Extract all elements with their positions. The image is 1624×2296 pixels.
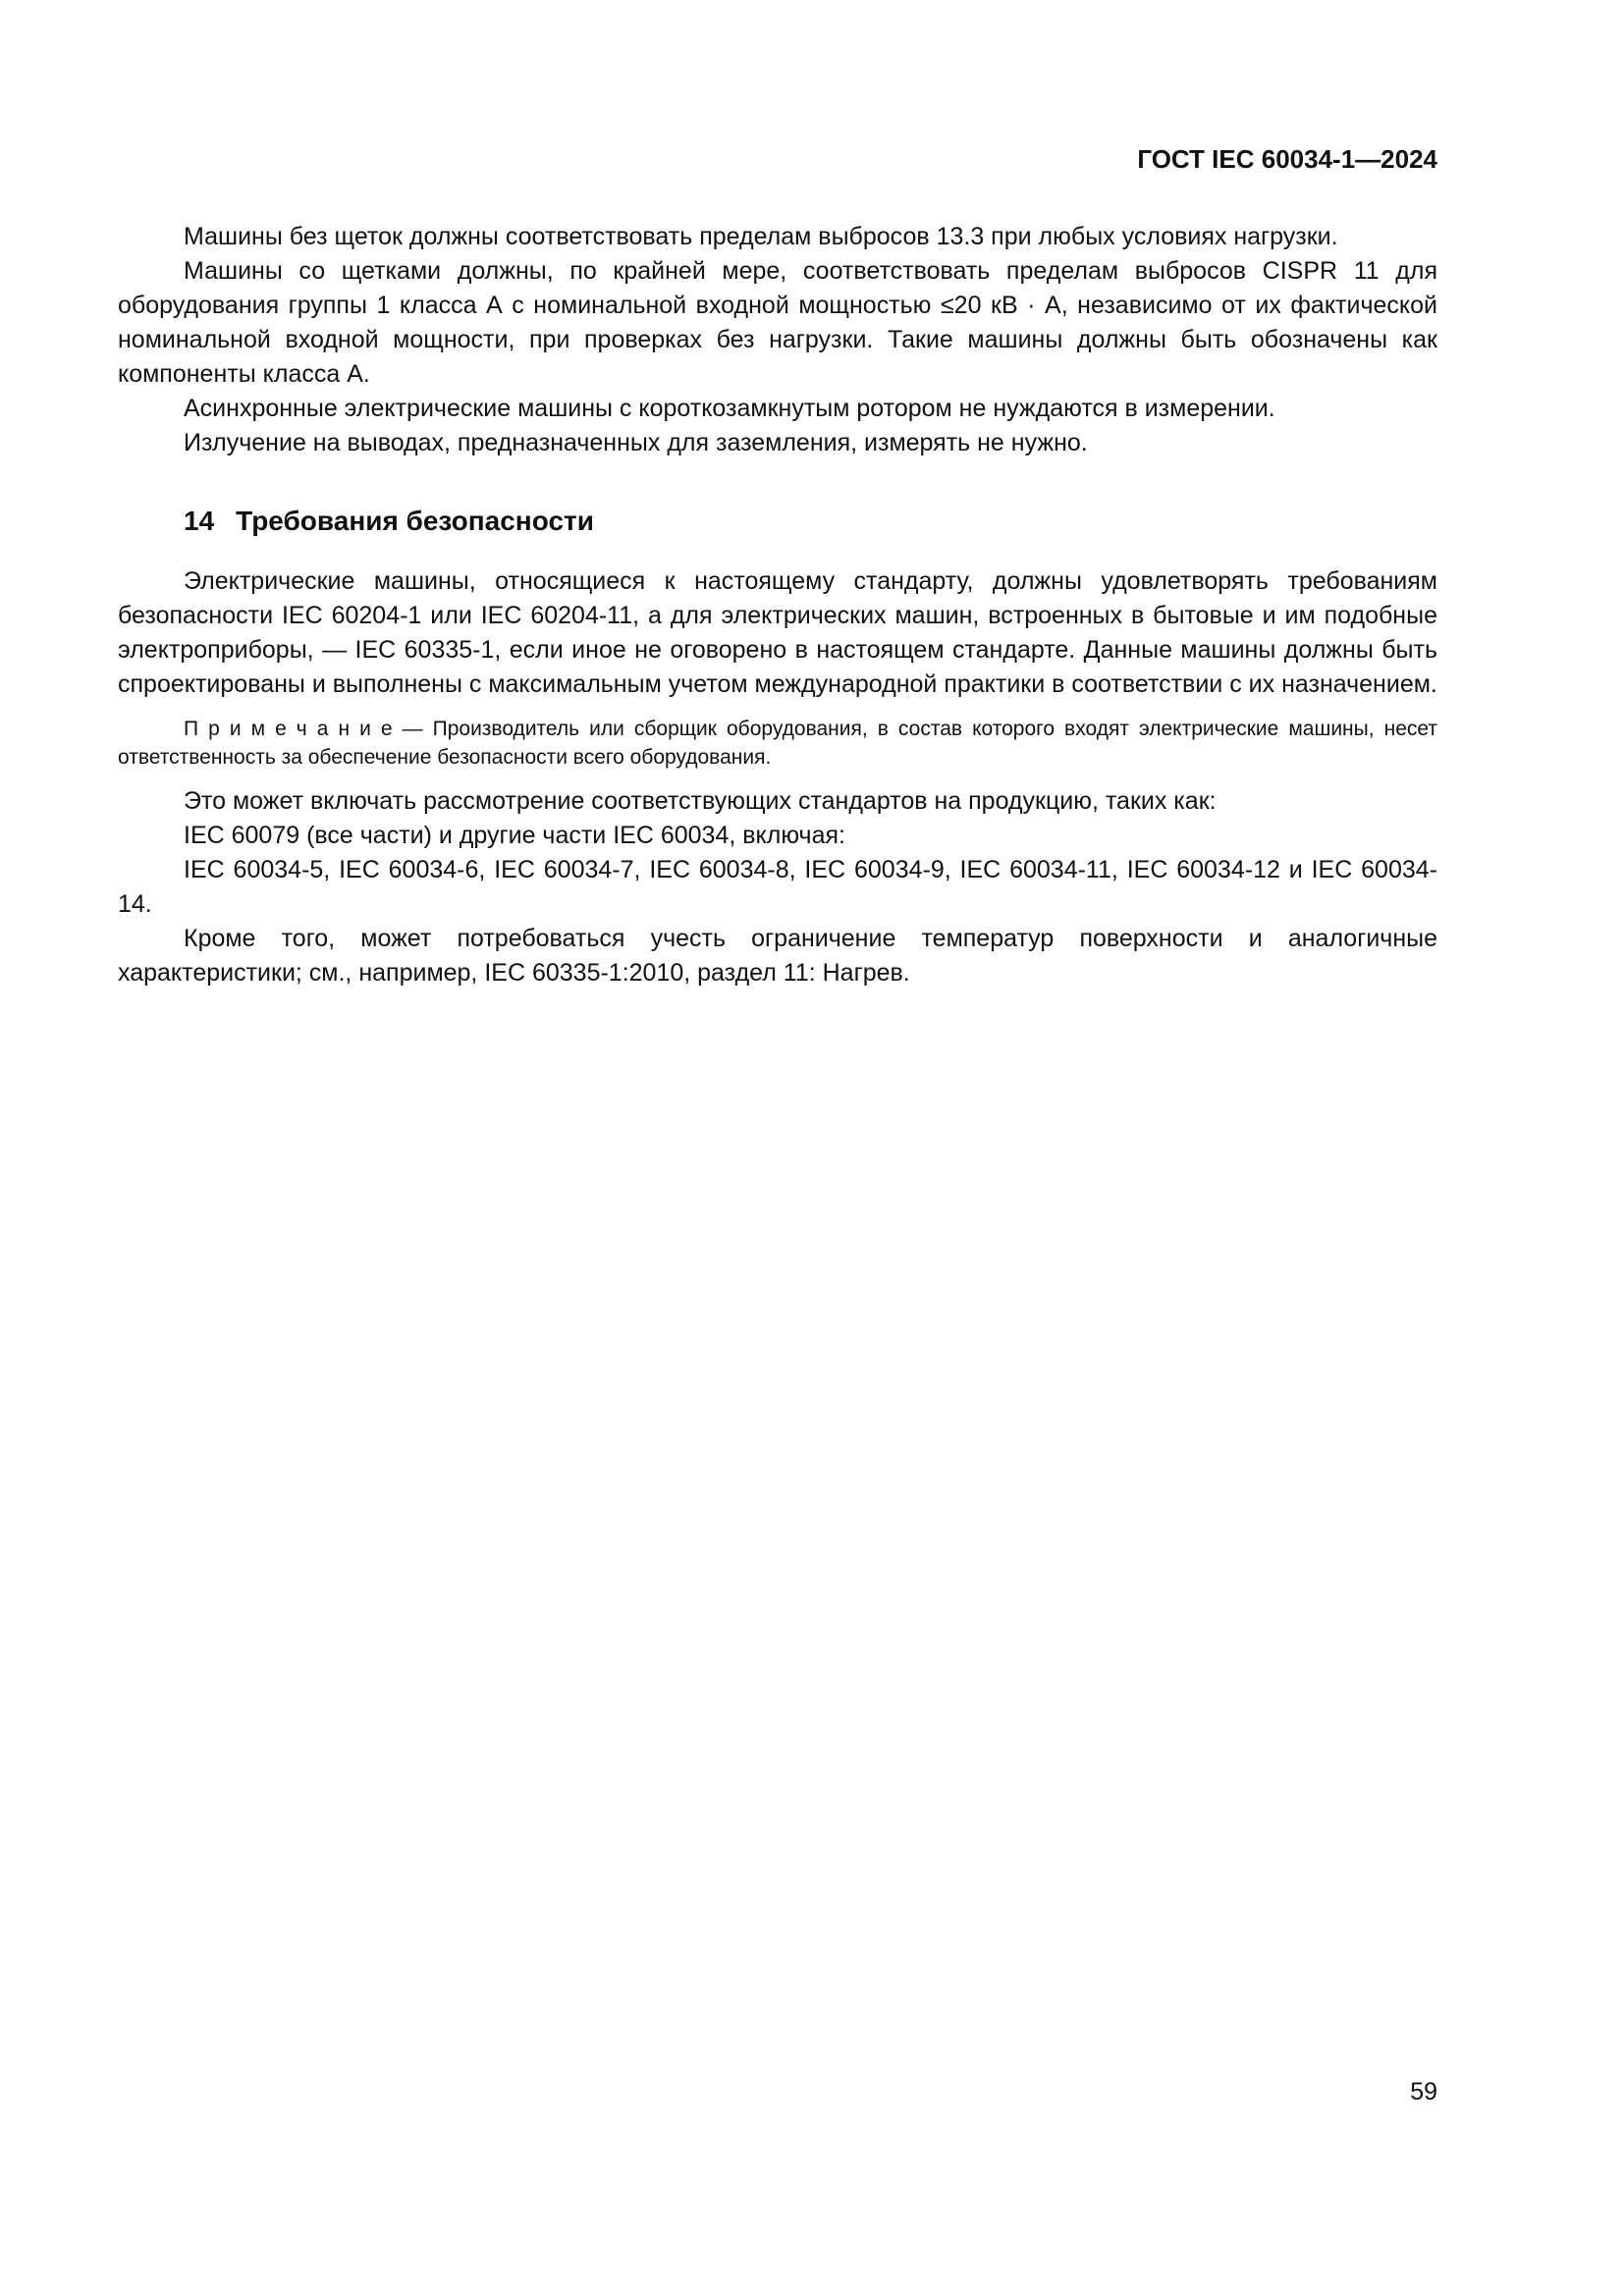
page-header bbox=[118, 143, 1437, 175]
section-title: Требования безопасности bbox=[236, 506, 594, 536]
document-code: ГОСТ IEC 60034-1—2024 bbox=[1137, 144, 1437, 174]
page-number: 59 bbox=[1410, 2078, 1437, 2106]
paragraph-safety-requirements: Электрические машины, относящиеся к настоящему стандарту, должны удовлетворять требованиям безопасности IEC 60204-1 или IEC 60204-11, а для электрических машин, встроенных в бытовые и им подобные электроприборы, — IEC 60335-1, если иное не оговорено в настоящем стандарте. Данные машины должны быть спроектированы и выполнены с максимальным учетом международной практики в соответствии с их назначением. bbox=[118, 567, 1437, 698]
paragraph-earthing-terminals: Излучение на выводах, предназначенных для заземления, измерять не нужно. bbox=[184, 429, 1088, 456]
note-paragraph: П р и м е ч а н и е — Производитель или сборщик оборудования, в состав которого входят электрические машины, несет ответственность за обеспечение безопасности всего оборудования. bbox=[118, 718, 1437, 769]
paragraph-brushed-machines: Машины со щетками должны, по крайней мере, соответствовать пределам выбросов CISPR 11 для оборудования группы 1 класса А с номинальной входной мощностью ≤20 кВ · А, независимо от их фактической номинальной входной мощности, при проверках без нагрузки. Такие машины должны быть обозначены как компоненты класса А. bbox=[118, 257, 1437, 388]
document-body bbox=[118, 220, 1437, 990]
section-heading-safety bbox=[118, 505, 1437, 538]
paragraph-iec-60079: IEC 60079 (все части) и другие части IEC 60034, включая: bbox=[184, 822, 845, 849]
paragraph-brushless-machines: Машины без щеток должны соответствовать пределам выбросов 13.3 при любых условиях нагрузки. bbox=[184, 223, 1338, 250]
paragraph-iec-60034-parts: IEC 60034-5, IEC 60034-6, IEC 60034-7, IEC 60034-8, IEC 60034-9, IEC 60034-11, IEC 60034-12 и IEC 60034-14. bbox=[118, 856, 1437, 918]
paragraph-product-standards: Это может включать рассмотрение соответствующих стандартов на продукцию, таких как: bbox=[184, 787, 1217, 815]
paragraph-induction-machines: Асинхронные электрические машины с короткозамкнутым ротором не нуждаются в измерении. bbox=[184, 395, 1275, 422]
section-number: 14 bbox=[184, 506, 215, 536]
paragraph-surface-temperature: Кроме того, может потребоваться учесть ограничение температур поверхности и аналогичные характеристики; см., например, IEC 60335-1:2010, раздел 11: Нагрев. bbox=[118, 925, 1437, 987]
